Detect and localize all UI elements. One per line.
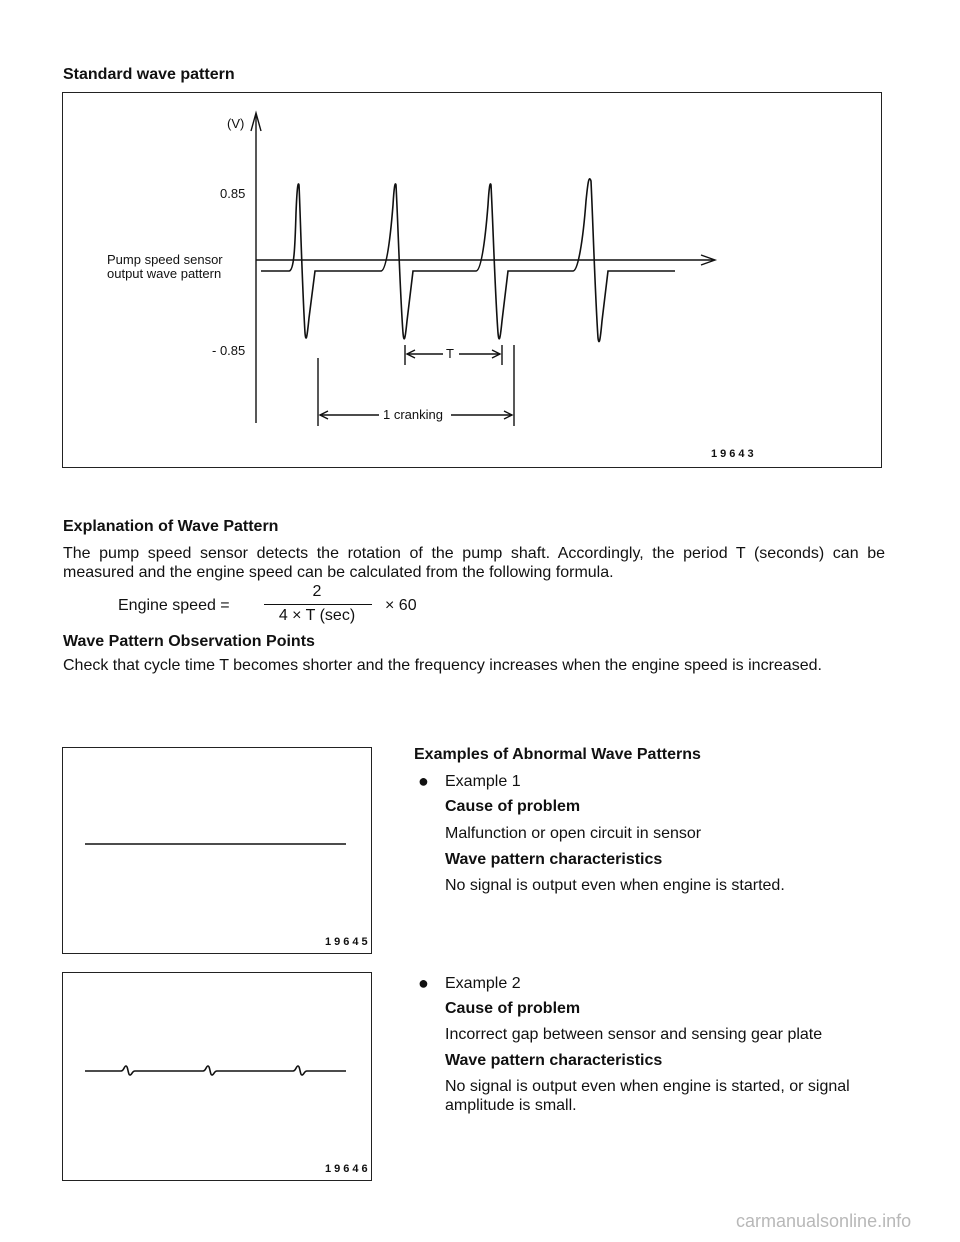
cranking-label: 1 cranking bbox=[383, 407, 443, 422]
example1-wave: No signal is output even when engine is started. bbox=[445, 877, 785, 894]
observation-body: Check that cycle time T becomes shorter and the frequency increases when the engine speed is increased. bbox=[63, 657, 822, 674]
example1-cause-heading: Cause of problem bbox=[445, 798, 581, 815]
y-top-value: 0.85 bbox=[220, 186, 246, 201]
example1-cause: Malfunction or open circuit in sensor bbox=[445, 825, 702, 842]
formula-numerator: 2 bbox=[312, 583, 322, 600]
example2-waveform bbox=[63, 973, 371, 1180]
wave-pattern-figure bbox=[62, 92, 882, 468]
example1-figure bbox=[62, 747, 372, 954]
section-title: Standard wave pattern bbox=[63, 66, 235, 83]
example1-bullet: ● bbox=[418, 771, 429, 791]
example2-wave-line1: No signal is output even when engine is started, or signal bbox=[445, 1078, 850, 1095]
formula-multiplier: × 60 bbox=[385, 597, 417, 614]
example2-wave-line2: amplitude is small. bbox=[445, 1097, 577, 1114]
signal-label-line1: Pump speed sensor bbox=[107, 252, 223, 267]
explanation-body: The pump speed sensor detects the rotation of the pump shaft. Accordingly, the period T (seconds) can be measured and the engine speed can be calculated from the following formula. bbox=[63, 545, 885, 581]
figure-number: 19643 bbox=[711, 448, 757, 460]
example1-title: Example 1 bbox=[445, 773, 521, 790]
example2-cause: Incorrect gap between sensor and sensing gear plate bbox=[445, 1026, 823, 1043]
y-bottom-value: - 0.85 bbox=[212, 343, 246, 358]
example2-wave-heading: Wave pattern characteristics bbox=[445, 1052, 663, 1069]
example1-figure-number: 19645 bbox=[325, 936, 371, 948]
formula-fraction-bar bbox=[264, 604, 372, 605]
signal-label-line2: output wave pattern bbox=[107, 266, 222, 281]
abnormal-heading: Examples of Abnormal Wave Patterns bbox=[414, 746, 701, 763]
example2-figure bbox=[62, 972, 372, 1181]
period-label: T bbox=[446, 346, 454, 361]
example1-wave-heading: Wave pattern characteristics bbox=[445, 851, 663, 868]
explanation-heading: Explanation of Wave Pattern bbox=[63, 518, 279, 535]
observation-heading: Wave Pattern Observation Points bbox=[63, 633, 315, 650]
example2-title: Example 2 bbox=[445, 975, 521, 992]
example2-bullet: ● bbox=[418, 973, 429, 993]
example2-figure-number: 19646 bbox=[325, 1163, 371, 1175]
small-amplitude-signal bbox=[85, 1066, 346, 1075]
watermark: carmanualsonline.info bbox=[736, 1211, 912, 1231]
formula-denominator: 4 × T (sec) bbox=[278, 607, 356, 624]
formula-lhs: Engine speed = bbox=[118, 597, 230, 614]
example1-waveform bbox=[63, 748, 371, 953]
y-unit-label: (V) bbox=[227, 116, 245, 131]
example2-cause-heading: Cause of problem bbox=[445, 1000, 581, 1017]
